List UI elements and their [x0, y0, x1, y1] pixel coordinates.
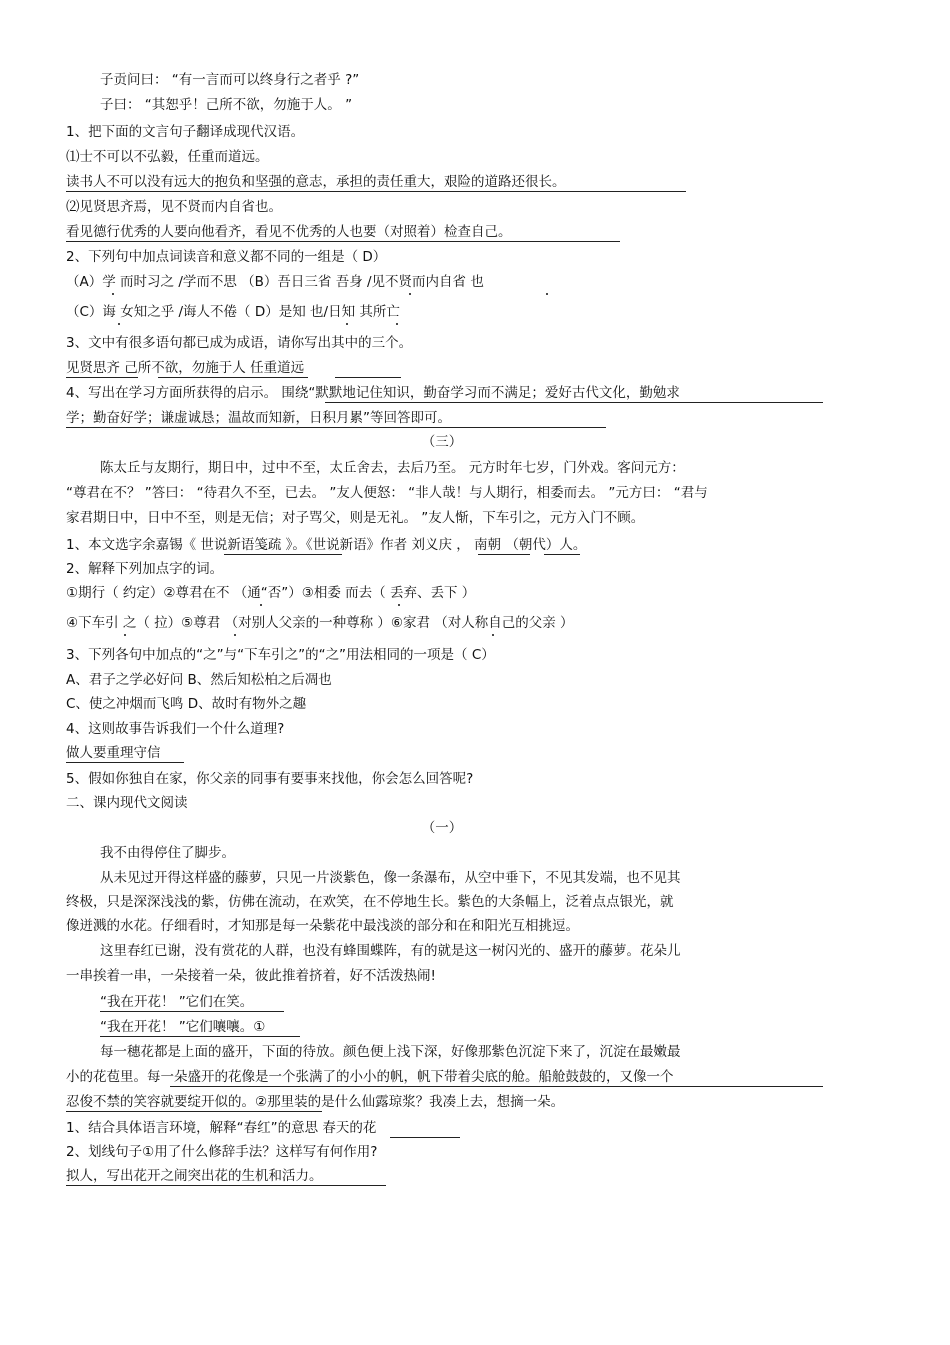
option-c-d: （C）诲 女知之乎 /诲人不倦（ D）是知 也/日知 其所亡	[66, 304, 400, 320]
sentence-1: ⑴士不可以不弘毅，任重而道远。	[66, 149, 269, 165]
answer-underline	[100, 1036, 300, 1037]
answer-idioms: 见贤思齐 己所不欲，勿施于人 任重道远	[66, 360, 305, 376]
answer-underline	[100, 1011, 284, 1012]
question-reply: 5、假如你独自在家，你父亲的同事有要事来找他，你会怎么回答呢?	[66, 771, 474, 787]
answer-underline	[325, 402, 823, 403]
answer-underline	[66, 427, 606, 428]
emphasis-dot	[124, 634, 126, 636]
emphasis-dot	[112, 293, 114, 295]
question-source: 1、本文选字余嘉锡《 世说新语笺疏 》。《世说新语》作者 刘义庆 ， 南朝 （朝代）人。	[66, 537, 587, 553]
answer-underline	[66, 1185, 386, 1186]
emphasis-dot	[396, 323, 398, 325]
section-heading-three: （三）	[421, 434, 463, 450]
answer-translation-2: 看见德行优秀的人要向他看齐，看见不优秀的人也要（对照着）检查自己。	[66, 224, 512, 240]
answer-underline	[66, 762, 184, 763]
emphasis-dot	[118, 323, 120, 325]
quote-zi-answer: 子曰： “其恕乎！己所不欲，勿施于人。 ”	[100, 97, 353, 113]
answer-translation-1: 读书人不可以没有远大的抱负和坚强的意志，承担的责任重大，艰险的道路还很长。	[66, 174, 566, 190]
passage-line: 家君期日中，日中不至，则是无信；对子骂父，则是无礼。 ”友人惭，下车引之，元方入门不顾。	[66, 510, 645, 526]
answer-underline	[170, 1086, 823, 1087]
answer-underline	[390, 1137, 460, 1138]
answer-underline	[335, 377, 401, 378]
word-explanations-2: ④下车引 之（ 拉）⑤尊君 （对别人父亲的一种尊称 ）⑥家君 （对人称自己的父亲 ）	[66, 615, 574, 631]
question-zhi-usage: 3、下列各句中加点的“之”与“下车引之”的“之”用法相同的一项是（ C）	[66, 647, 495, 663]
answer-lesson: 做人要重理守信	[66, 745, 161, 761]
emphasis-dot	[409, 293, 411, 295]
answer-underline	[478, 554, 530, 555]
section-modern-reading: 二、课内现代文阅读	[66, 795, 188, 811]
answer-underline	[158, 377, 308, 378]
passage-line: 小的花苞里。每一朵盛开的花像是一个张满了的小小的帆，帆下带着尖底的舱。船舱鼓鼓的，又像一个	[66, 1069, 674, 1085]
passage-line: 这里春红已谢，没有赏花的人群，也没有蜂围蝶阵，有的就是这一树闪光的、盛开的藤萝。花朵儿	[100, 943, 681, 959]
passage-line: “我在开花！ ”它们在笑。	[100, 994, 254, 1010]
sentence-2: ⑵见贤思齐焉，见不贤而内自省也。	[66, 199, 282, 215]
passage-line: “我在开花！ ”它们嚷嚷。①	[100, 1019, 266, 1035]
section-heading-one: （一）	[421, 820, 463, 836]
passage-line: 一串挨着一串，一朵接着一朵，彼此推着挤着，好不活泼热闹!	[66, 968, 436, 984]
emphasis-dot	[398, 604, 400, 606]
answer-continued: 学；勤奋好学；谦虚诚恳；温故而知新，日积月累”等回答即可。	[66, 410, 451, 426]
answer-underline	[66, 241, 620, 242]
options-c-d: C、使之冲烟而飞鸣 D、故时有物外之趣	[66, 696, 307, 712]
question-4-with-answer: 4、写出在学习方面所获得的启示。 围绕“默默地记住知识，勤奋学习而不满足；爱好古代文化，勤勉求	[66, 385, 680, 401]
quote-zigong-question: 子贡问曰： “有一言而可以终身行之者乎 ?”	[100, 72, 360, 88]
answer-underline	[66, 1111, 322, 1112]
answer-underline	[544, 554, 580, 555]
answer-underline	[66, 377, 138, 378]
option-a-b: （A）学 而时习之 /学而不思 （B）吾日三省 吾身 /见不贤而内自省 也	[66, 274, 484, 290]
emphasis-dot	[492, 634, 494, 636]
emphasis-dot	[546, 293, 548, 295]
answer-underline	[224, 554, 342, 555]
emphasis-dot	[234, 634, 236, 636]
answer-underline	[66, 191, 686, 192]
passage-line: 从未见过开得这样盛的藤萝，只见一片淡紫色，像一条瀑布，从空中垂下，不见其发端，也不见其	[100, 870, 681, 886]
emphasis-dot	[346, 323, 348, 325]
question-explain-words: 2、解释下列加点字的词。	[66, 561, 224, 577]
passage-line: 像迸溅的水花。仔细看时，才知那是每一朵紫花中最浅淡的部分和在和阳光互相挑逗。	[66, 918, 579, 934]
question-chunhong: 1、结合具体语言环境，解释“春红”的意思 春天的花	[66, 1120, 377, 1136]
emphasis-dot	[260, 604, 262, 606]
question-rhetoric: 2、划线句子①用了什么修辞手法？这样写有何作用?	[66, 1144, 378, 1160]
options-a-b: A、君子之学必好问 B、然后知松柏之后凋也	[66, 672, 332, 688]
answer-rhetoric: 拟人，写出花开之闹突出花的生机和活力。	[66, 1168, 323, 1184]
passage-line: 忍俊不禁的笑容就要绽开似的。②那里装的是什么仙露琼浆？我凑上去，想摘一朵。	[66, 1094, 565, 1110]
question-2-title: 2、下列句中加点词读音和意义都不同的一组是（ D）	[66, 249, 387, 265]
question-1-title: 1、把下面的文言句子翻译成现代汉语。	[66, 124, 305, 140]
question-3-title: 3、文中有很多语句都已成为成语，请你写出其中的三个。	[66, 335, 413, 351]
passage-line: 陈太丘与友期行，期日中，过中不至，太丘舍去，去后乃至。 元方时年七岁，门外戏。客问元方：	[100, 460, 685, 476]
word-explanations-1: ①期行（ 约定）②尊君在不 （通“否”）③相委 而去（ 丢弃、丢下 ）	[66, 585, 476, 601]
passage-line: 我不由得停住了脚步。	[100, 845, 235, 861]
passage-line: 终极，只是深深浅浅的紫，仿佛在流动，在欢笑，在不停地生长。紫色的大条幅上，泛着点点银光，就	[66, 894, 674, 910]
passage-line: “尊君在不？ ”答曰： “待君久不至，已去。 ”友人便怒： “非人哉！与人期行，相委而去。 ”元方曰： “君与	[66, 485, 708, 501]
passage-line: 每一穗花都是上面的盛开，下面的待放。颜色便上浅下深，好像那紫色沉淀下来了，沉淀在最嫩最	[100, 1044, 681, 1060]
question-lesson: 4、这则故事告诉我们一个什么道理?	[66, 721, 285, 737]
